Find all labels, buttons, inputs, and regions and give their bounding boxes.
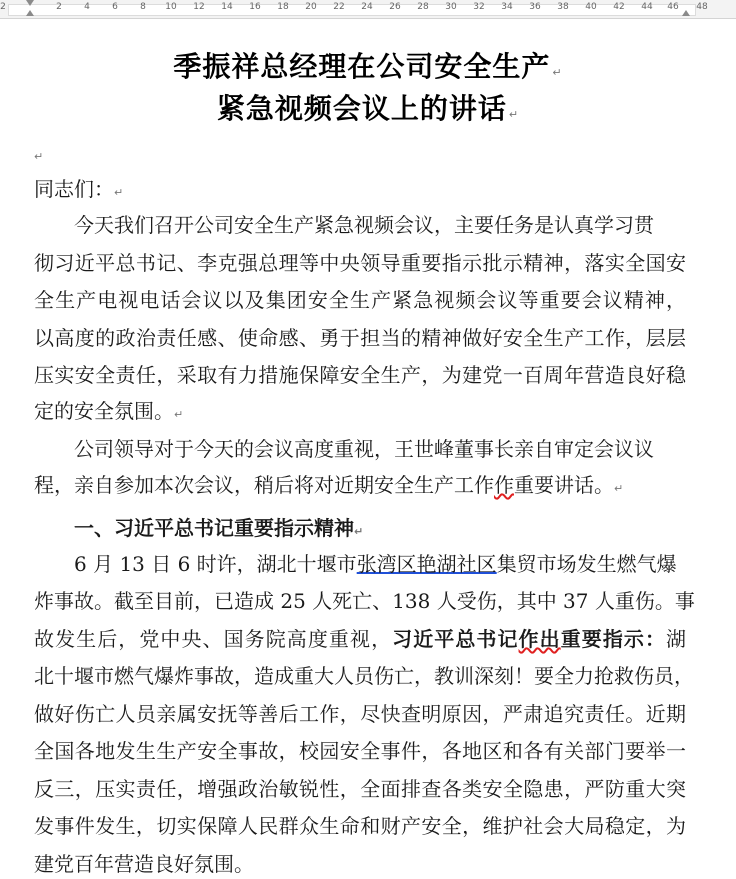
grammar-flag-text[interactable]: 张湾区艳湖社区 <box>356 552 497 576</box>
body-line[interactable] <box>34 396 183 426</box>
greeting-paragraph[interactable] <box>34 174 123 204</box>
ruler-tick: 22 <box>333 2 345 12</box>
ruler-tick: 8 <box>140 2 146 12</box>
ruler-tick: 4 <box>84 2 90 12</box>
ruler-tick: 2 <box>0 2 6 12</box>
body-line[interactable]: 发事件发生，切实保障人民群众生命和财产安全，维护社会大局稳定，为 <box>34 814 686 838</box>
ruler-tick: 20 <box>305 2 317 12</box>
body-line[interactable]: 压实安全责任，采取有力措施保障安全生产，为建党一百周年营造良好稳 <box>34 363 686 387</box>
ruler-tick: 34 <box>501 2 513 12</box>
body-line[interactable]: 全国各地发生生产安全事故，校园安全事件，各地区和各有关部门要举一 <box>34 739 686 763</box>
ruler-tick: 36 <box>529 2 541 12</box>
ruler-tick: 10 <box>165 2 177 12</box>
body-line-text: 集贸市场发生燃气爆 <box>496 552 677 576</box>
empty-paragraph[interactable] <box>34 138 43 168</box>
body-line[interactable] <box>34 624 686 654</box>
ruler-tick: 24 <box>361 2 373 12</box>
body-line-text: 故发生后，党中央、国务院高度重视， <box>34 627 393 651</box>
title-text-2: 紧急视频会议上的讲话 <box>216 92 507 125</box>
document-page[interactable] <box>0 19 736 876</box>
ruler-tick: 32 <box>473 2 485 12</box>
section-heading[interactable] <box>74 513 686 543</box>
ruler-tick: 16 <box>249 2 261 12</box>
first-line-indent-marker[interactable] <box>26 0 34 6</box>
body-line[interactable]: 以高度的政治责任感、使命感、勇于担当的精神做好安全生产工作，层层 <box>34 326 686 350</box>
title-text-1: 季振祥总经理在公司安全生产 <box>173 50 551 83</box>
paragraph-mark-icon: ↵ <box>552 66 563 79</box>
ruler-tick: 28 <box>417 2 429 12</box>
ruler-tick: 30 <box>445 2 457 12</box>
ruler-tick: 40 <box>585 2 597 12</box>
body-line[interactable]: 炸事故。截至目前，已造成 25 人死亡、138 人受伤，其中 37 人重伤。事 <box>34 589 695 613</box>
body-line-text: 重要讲话。 <box>514 473 614 497</box>
ruler-tick: 12 <box>193 2 205 12</box>
greeting-text: 同志们： <box>34 177 114 201</box>
body-line[interactable]: 反三，压实责任，增强政治敏锐性，全面排查各类安全隐患，严防重大突 <box>34 777 686 801</box>
body-line[interactable]: 彻习近平总书记、李克强总理等中央领导重要指示批示精神，落实全国安 <box>34 251 686 275</box>
paragraph-mark-icon: ↵ <box>174 408 184 421</box>
left-indent-marker[interactable] <box>26 10 34 16</box>
ruler-tick: 48 <box>696 2 708 12</box>
body-line-text: 程，亲自参加本次会议，稍后将对近期安全生产工作 <box>34 473 494 497</box>
body-line[interactable]: 做好伤亡人员亲属安抚等善后工作，尽快查明原因，严肃追究责任。近期 <box>34 702 686 726</box>
body-line[interactable]: 公司领导对于今天的会议高度重视，王世峰董事长亲自审定会议议 <box>74 437 654 461</box>
horizontal-ruler[interactable] <box>0 0 736 19</box>
ruler-tick: 38 <box>557 2 569 12</box>
right-indent-marker[interactable] <box>682 10 690 16</box>
body-line-text: 定的安全氛围。 <box>34 399 174 423</box>
bold-text: 重要指示： <box>560 627 667 651</box>
document-title-line-2[interactable] <box>0 87 736 127</box>
body-line[interactable]: 全生产电视电话会议以及集团安全生产紧急视频会议等重要会议精神， <box>34 288 686 312</box>
ruler-tick: 14 <box>221 2 233 12</box>
paragraph-mark-icon: ↵ <box>354 525 364 538</box>
bold-text: 习近平总书记 <box>392 627 519 651</box>
paragraph-mark-icon: ↵ <box>614 482 624 495</box>
paragraph-mark-icon: ↵ <box>34 150 44 163</box>
spelling-error-word[interactable]: 作 <box>494 473 514 497</box>
spelling-error-word[interactable]: 作出 <box>518 627 561 651</box>
ruler-tick: 46 <box>667 2 679 12</box>
ruler-tick: 44 <box>641 2 653 12</box>
body-line[interactable] <box>74 549 686 579</box>
body-line[interactable]: 北十堰市燃气爆炸事故，造成重大人员伤亡，教训深刻！要全力抢救伤员， <box>34 664 694 688</box>
ruler-tick: 26 <box>389 2 401 12</box>
ruler-tick: 2 <box>56 2 62 12</box>
body-line[interactable]: 建党百年营造良好氛围。 <box>34 852 254 876</box>
body-line[interactable] <box>34 470 623 500</box>
body-line-text: 湖 <box>666 627 687 651</box>
paragraph-mark-icon: ↵ <box>508 108 520 121</box>
ruler-tick: 42 <box>613 2 625 12</box>
section-heading-text: 一、习近平总书记重要指示精神 <box>74 516 354 540</box>
ruler-tick: 6 <box>112 2 118 12</box>
body-line[interactable]: 今天我们召开公司安全生产紧急视频会议，主要任务是认真学习贯 <box>74 213 654 237</box>
body-line-text: 6 月 13 日 6 时许，湖北十堰市 <box>74 552 357 576</box>
document-title-line-1[interactable] <box>0 45 736 85</box>
ruler-tick: 18 <box>277 2 289 12</box>
paragraph-mark-icon: ↵ <box>114 186 124 199</box>
